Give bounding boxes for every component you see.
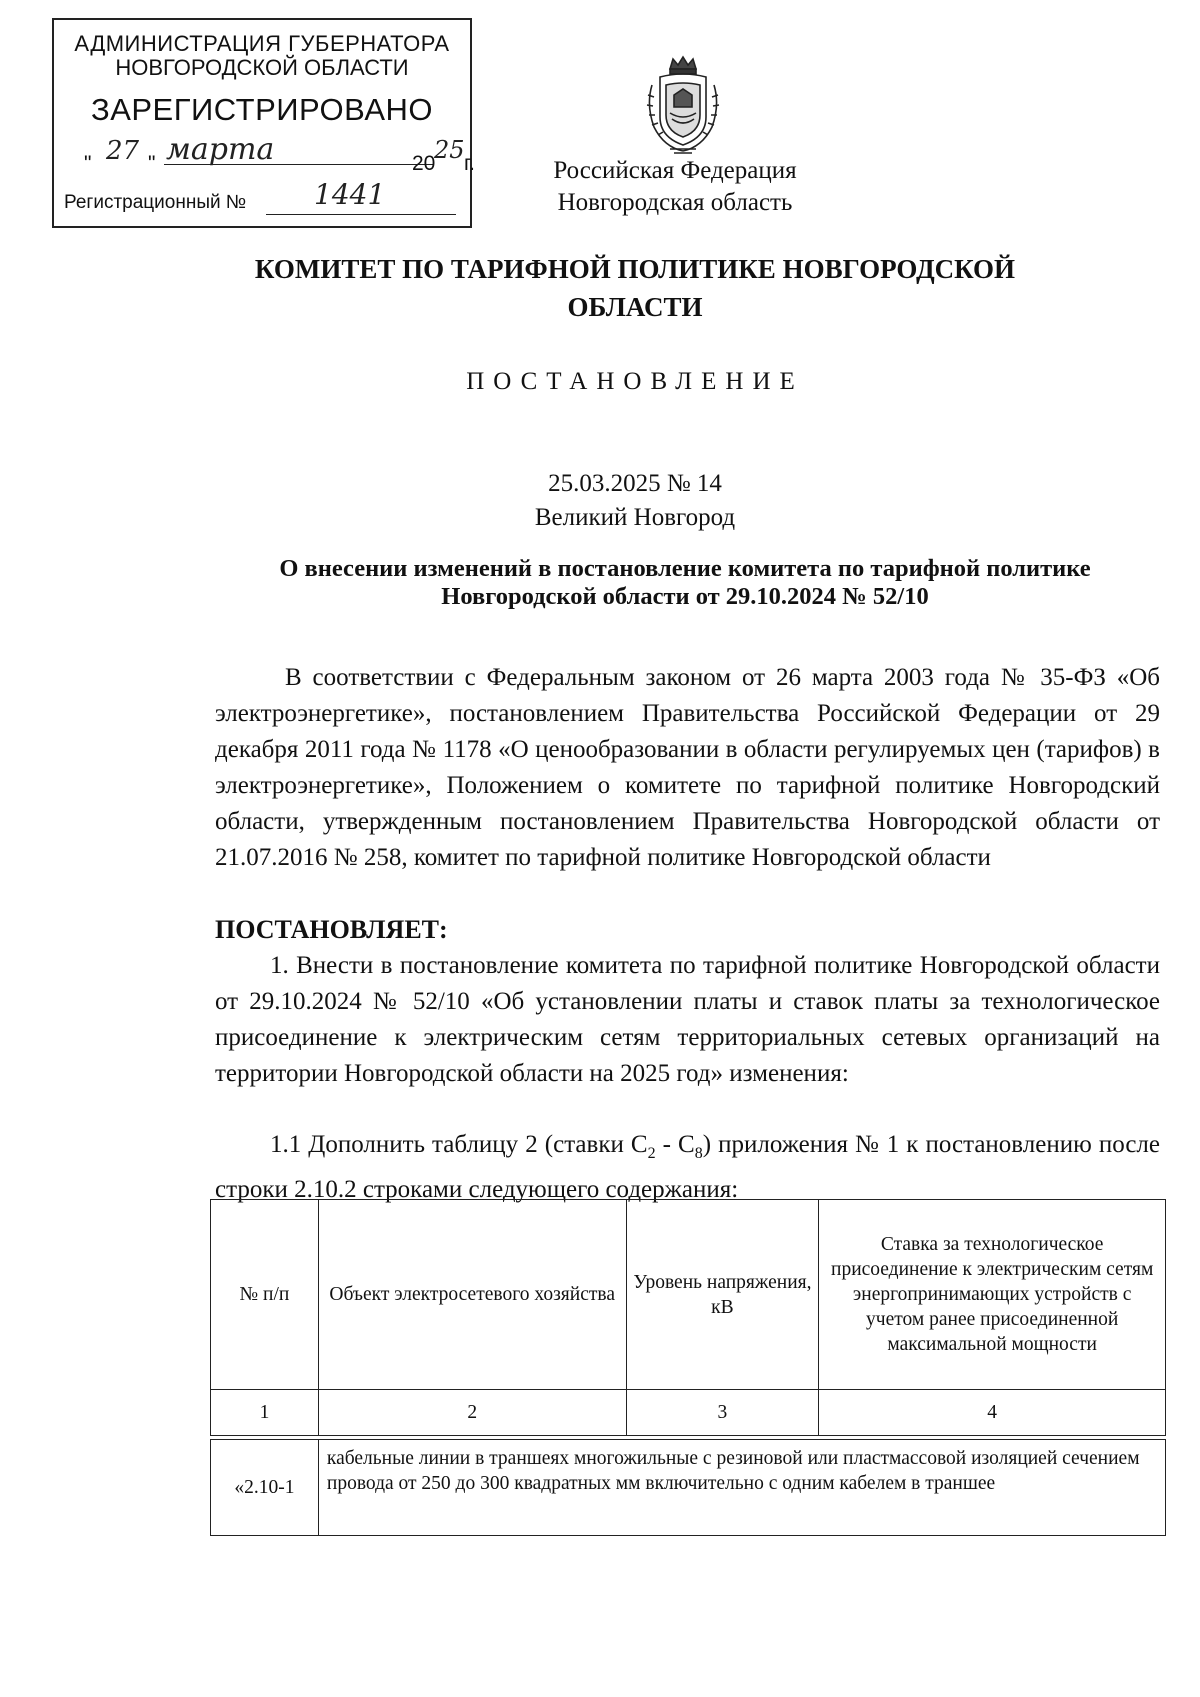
stamp-status: ЗАРЕГИСТРИРОВАНО <box>90 92 433 127</box>
item-1-paragraph: 1. Внести в постановление комитета по тарифной политике Новгородской области от 29.10.2024 № 52/10 «Об установлении платы и ставок платы за технологическое присоединение к электрическим сетям территориальных сетевых организаций на территории Новгородской области на 2025 год» изменения: <box>215 952 1160 1087</box>
document-type: ПОСТАНОВЛЕНИЕ <box>466 368 804 395</box>
document-date-number: 25.03.2025 № 14 <box>548 470 722 497</box>
preamble-paragraph: В соответствии с Федеральным законом от 26 марта 2003 года № 35-ФЗ «Об электроэнергетике», постановлением Правительства Российской Федерации от 29 декабря 2011 года № 1178 «О ценообразовании в области регулируемых цен (тарифов) в электроэнергетике», Положением о комитете по тарифной политике Новгородский области, утвержденным постановлением Правительства Новгородской области от 21.07.2016 № 258, комитет по тарифной политике Новгородской области <box>215 664 1160 871</box>
stamp-year-suffix: 25 <box>434 136 465 164</box>
tariff-table <box>210 1199 1166 1536</box>
stamp-reg-label: Регистрационный № <box>64 192 247 213</box>
document-date-block <box>200 467 1070 535</box>
header-number: № п/п <box>211 1200 319 1390</box>
stamp-year-prefix: 20 <box>412 152 436 175</box>
row-number: «2.10-1 <box>211 1440 319 1536</box>
stamp-day: 27 <box>106 136 140 166</box>
decree-heading: ПОСТАНОВЛЯЕТ: <box>215 915 448 944</box>
table-numbering-row <box>211 1390 1166 1436</box>
country-name: Российская Федерация <box>553 157 797 184</box>
document-subject <box>210 555 1160 611</box>
item-1-1-part1: 1.1 Дополнить таблицу 2 (ставки С <box>270 1131 648 1158</box>
coat-of-arms-emblem-icon <box>640 55 726 155</box>
region-name: Новгородская область <box>557 189 793 216</box>
organization-title-line1: КОМИТЕТ ПО ТАРИФНОЙ ПОЛИТИКЕ НОВГОРОДСКОЙ <box>254 254 1016 284</box>
item-1-1-sub1: 2 <box>647 1145 656 1162</box>
item-1-1-sub2: 8 <box>694 1145 703 1162</box>
table-header-row <box>211 1200 1166 1390</box>
document-city: Великий Новгород <box>534 504 736 531</box>
header-object: Объект электросетевого хозяйства <box>318 1200 626 1390</box>
subject-line2: Новгородской области от 29.10.2024 № 52/10 <box>441 583 929 610</box>
table-row <box>211 1440 1166 1536</box>
item-1-1-paragraph <box>215 1127 1160 1208</box>
item-1-1-part3: ) приложения № 1 к постановлению после строки 2.10.2 строками следующего содержания: <box>215 1131 1161 1203</box>
stamp-reg-number: 1441 <box>314 178 386 211</box>
stamp-month: марта <box>166 132 275 167</box>
stamp-registration <box>64 178 464 220</box>
organization-title-line2: ОБЛАСТИ <box>567 292 703 322</box>
row-description: кабельные линии в траншеях многожильные с резиновой или пластмассовой изоляцией сечением провода от 250 до 300 квадратных мм включительно с одним кабелем в траншее <box>318 1440 1165 1536</box>
issuer-block <box>530 155 820 219</box>
subject-line1: О внесении изменений в постановление комитета по тарифной политике <box>279 555 1091 582</box>
header-voltage: Уровень напряжения, кВ <box>626 1200 819 1390</box>
stamp-line-administration: АДМИНИСТРАЦИЯ ГУБЕРНАТОРА <box>74 31 450 56</box>
numbering-cell: 4 <box>819 1390 1166 1436</box>
organization-title <box>200 250 1070 326</box>
numbering-cell: 2 <box>318 1390 626 1436</box>
stamp-year-unit: г. <box>464 152 475 175</box>
header-rate: Ставка за технологическое присоединение к электрическим сетям энергопринимающих устройств с учетом ранее присоединенной максимальной мощности <box>819 1200 1166 1390</box>
numbering-cell: 1 <box>211 1390 319 1436</box>
registration-stamp <box>52 18 475 228</box>
stamp-date: " 27 " марта 20 25 г. <box>84 132 475 175</box>
stamp-line-region: НОВГОРОДСКОЙ ОБЛАСТИ <box>115 55 409 80</box>
numbering-cell: 3 <box>626 1390 819 1436</box>
item-1-1-part2: - С <box>655 1131 695 1158</box>
